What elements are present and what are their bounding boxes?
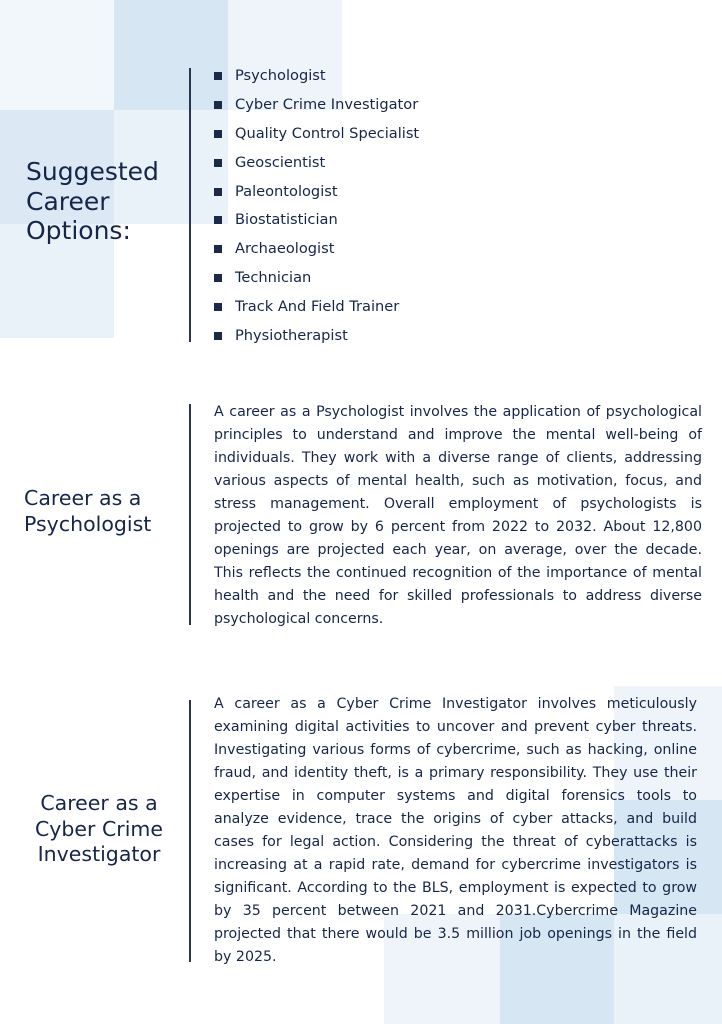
list-item: Geoscientist: [214, 149, 419, 178]
square-bullet-icon: [214, 188, 222, 196]
psychologist-heading: Career as a Psychologist: [24, 486, 152, 536]
list-item: Psychologist: [214, 62, 419, 91]
list-item: Physiotherapist: [214, 322, 419, 351]
section-divider-line: [189, 404, 191, 625]
list-item: Track And Field Trainer: [214, 293, 419, 322]
square-bullet-icon: [214, 332, 222, 340]
square-bullet-icon: [214, 245, 222, 253]
list-item: Paleontologist: [214, 178, 419, 207]
square-bullet-icon: [214, 216, 222, 224]
square-bullet-icon: [214, 159, 222, 167]
list-item: Cyber Crime Investigator: [214, 91, 419, 120]
background-tile: [114, 0, 228, 110]
square-bullet-icon: [214, 101, 222, 109]
square-bullet-icon: [214, 72, 222, 80]
square-bullet-icon: [214, 274, 222, 282]
cybercrime-heading: Career as a Cyber Crime Investigator: [34, 791, 164, 866]
section-divider-line: [189, 700, 191, 962]
square-bullet-icon: [214, 303, 222, 311]
section-divider-line: [189, 68, 191, 342]
list-item: Biostatistician: [214, 206, 419, 235]
psychologist-description: A career as a Psychologist involves the application of psychological principles to understand and improve the mental well-being of individuals. They work with a diverse range of clients, addressing various aspects of mental health, such as motivation, focus, and stress management. Overall employment of psychologists is projected to grow by 6 percent from 2022 to 2032. About 12,800 openings are projected each year, on average, over the decade. This reflects the continued recognition of the importance of mental health and the need for skilled professionals to address diverse psychological concerns.: [214, 404, 702, 627]
list-item: Quality Control Specialist: [214, 120, 419, 149]
suggested-careers-heading: Suggested Career Options:: [26, 157, 159, 245]
cybercrime-description: A career as a Cyber Crime Investigator involves meticulously examining digital activities to uncover and prevent cyber threats. Investigating various forms of cybercrime, such as hacking, online fraud, and identity theft, is a primary responsibility. They use their expertise in computer systems and digital forensics tools to analyze evidence, trace the origins of cyber attacks, and build cases for legal action. Considering the threat of cyberattacks is increasing at a rapid rate, demand for cybercrime investigators is significant. According to the BLS, employment is expected to grow by 35 percent between 2021 and 2031.Cybercrime Magazine projected that there would be 3.5 million job openings in the field by 2025.: [214, 696, 697, 965]
career-options-list: [214, 62, 419, 351]
list-item: Technician: [214, 264, 419, 293]
background-tile: [0, 0, 114, 110]
list-item: Archaeologist: [214, 235, 419, 264]
square-bullet-icon: [214, 130, 222, 138]
